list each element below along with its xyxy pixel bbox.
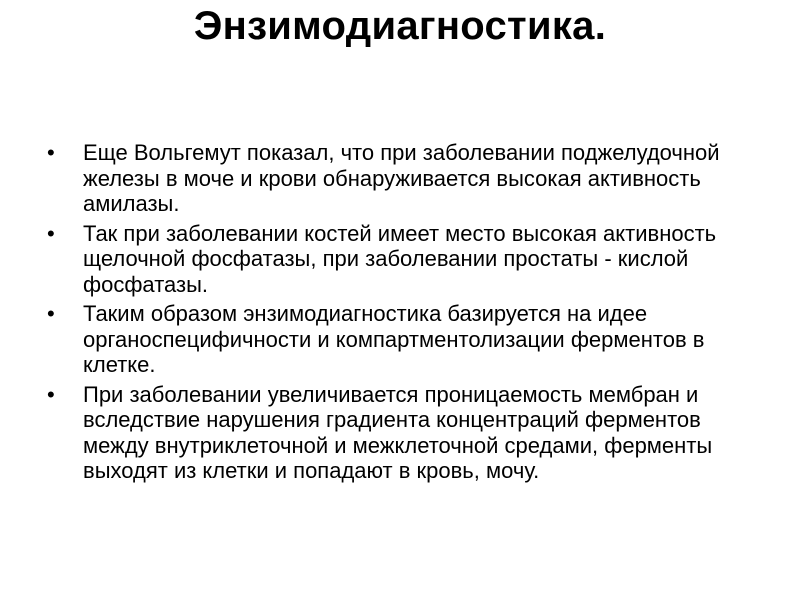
bullet-text: При заболевании увеличивается проницаемость мембран и вследствие нарушения градиента концентраций ферментов между внутриклеточной и межклеточной средами, ферменты выходят из клетки и попадают в кровь, мочу. bbox=[83, 381, 713, 483]
bullet-marker: • bbox=[47, 140, 55, 165]
bullet-marker: • bbox=[47, 301, 55, 326]
bullet-text: Так при заболевании костей имеет место высокая активность щелочной фосфатазы, при заболевании простаты - кислой фосфатазы. bbox=[83, 220, 717, 297]
bullet-list bbox=[47, 140, 767, 488]
bullet-item bbox=[47, 382, 767, 484]
bullet-marker: • bbox=[47, 220, 55, 246]
bullet-text: Таким образом энзимодиагностика базируется на идее органоспецифичности и компартментолизации ферментов в клетке. bbox=[83, 301, 705, 377]
bullet-marker: • bbox=[47, 381, 55, 407]
slide-title: Энзимодиагностика. bbox=[193, 4, 607, 48]
bullet-item bbox=[47, 301, 767, 378]
bullet-text: Еще Вольгемут показал, что при заболевании поджелудочной железы в моче и крови обнаруживается высокая активность амилазы. bbox=[83, 140, 720, 216]
bullet-item bbox=[47, 221, 767, 298]
bullet-item bbox=[47, 140, 767, 217]
